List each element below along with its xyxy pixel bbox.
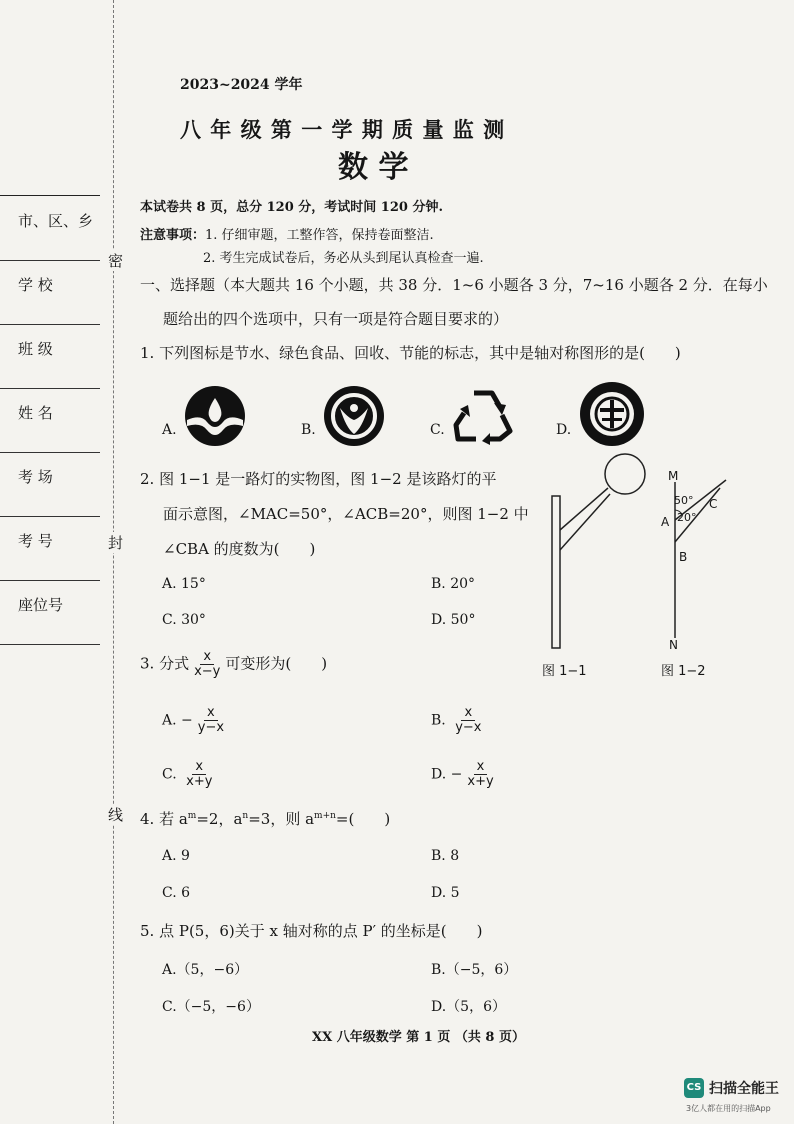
field-exam-room xyxy=(0,452,100,517)
field-name-label: 姓 名 xyxy=(18,404,53,422)
notes-label: 注意事项： xyxy=(140,228,206,243)
q4-text-a: 4. 若 a xyxy=(140,810,188,828)
q1-option-a-label: A. xyxy=(162,422,177,438)
figure-1-1-caption: 图 1−1 xyxy=(542,664,587,679)
field-name xyxy=(0,388,100,453)
recycle-icon xyxy=(452,385,514,445)
q2-line2: 面示意图，∠MAC=50°，∠ACB=20°，则图 1−2 中 xyxy=(163,505,529,523)
q3-option-d-sign: − xyxy=(450,766,463,783)
figure-lamp-schematic xyxy=(652,466,738,652)
q3-stem xyxy=(140,650,327,679)
field-school xyxy=(0,260,100,325)
q3-option-a-label: A. xyxy=(162,712,177,729)
seal-char-feng: 封 xyxy=(108,534,124,552)
seal-char-mi: 密 xyxy=(108,252,124,270)
q3-option-b-numerator: x xyxy=(461,706,475,721)
point-n-label: N xyxy=(669,638,678,652)
point-a-label: A xyxy=(661,515,670,529)
q3-stem-numerator: x xyxy=(200,650,214,665)
note-1: 1. 仔细审题，工整作答，保持卷面整洁. xyxy=(205,228,434,243)
section1-heading-line2: 题给出的四个选项中，只有一项是符合题目要求的） xyxy=(163,310,509,328)
q3-suffix: 可变形为( ) xyxy=(225,654,328,673)
q1-option-c-label: C. xyxy=(430,422,445,438)
point-b-label: B xyxy=(679,550,688,564)
q3-option-b-denominator: y−x xyxy=(455,720,482,735)
q4-sup-n: n xyxy=(242,811,249,821)
field-school-label: 学 校 xyxy=(18,276,53,294)
angle-20-label: 20° xyxy=(677,511,697,524)
q3-option-a-fraction xyxy=(195,706,227,735)
q4-option-a: A. 9 xyxy=(162,848,190,864)
figure-1-2-caption: 图 1−2 xyxy=(661,664,706,679)
q2-line1: 2. 图 1−1 是一路灯的实物图，图 1−2 是该路灯的平 xyxy=(140,470,497,488)
q2-option-c: C. 30° xyxy=(162,612,206,628)
q4-text-c: =3，则 a xyxy=(248,810,315,828)
q3-option-d-fraction xyxy=(464,760,496,789)
figure-street-lamp xyxy=(540,450,650,650)
q3-option-d-denominator: x+y xyxy=(467,774,494,789)
q5-option-c: C.（−5，−6） xyxy=(162,999,260,1015)
student-info-table xyxy=(0,195,100,646)
field-seat-label: 座位号 xyxy=(18,596,64,614)
q1-option-d-label: D. xyxy=(556,422,572,438)
field-class-label: 班 级 xyxy=(18,340,53,358)
exam-title: 八 年 级 第 一 学 期 质 量 监 测 xyxy=(180,117,506,142)
subject-title: 数 学 xyxy=(338,150,409,185)
school-year: 2023~2024 学年 xyxy=(180,77,303,93)
seal-char-xian: 线 xyxy=(108,806,124,824)
green-food-icon xyxy=(322,384,386,448)
q4-sup-m: m xyxy=(187,811,197,821)
field-exam-number xyxy=(0,516,100,581)
q1-text: 1. 下列图标是节水、绿色食品、回收、节能的标志，其中是轴对称图形的是( ) xyxy=(140,344,681,362)
q3-option-d xyxy=(431,760,499,789)
water-saving-icon xyxy=(183,384,247,448)
angle-50-label: 50° xyxy=(674,494,694,507)
notes-line1 xyxy=(140,224,434,243)
q4-text xyxy=(140,808,390,829)
q3-option-b xyxy=(431,706,486,735)
q3-option-c-denominator: x+y xyxy=(186,774,213,789)
q2-line3: ∠CBA 的度数为( ) xyxy=(163,540,316,558)
field-seat xyxy=(0,580,100,645)
q5-text: 5. 点 P(5，6)关于 x 轴对称的点 P′ 的坐标是( ) xyxy=(140,922,483,940)
q4-option-c: C. 6 xyxy=(162,885,191,901)
q4-text-b: =2，a xyxy=(196,810,243,828)
q2-option-a: A. 15° xyxy=(162,576,206,592)
field-exam-room-label: 考 场 xyxy=(18,468,53,486)
q3-option-b-label: B. xyxy=(431,712,446,729)
watermark-tagline: 3亿人都在用的扫描App xyxy=(686,1104,771,1113)
note-2: 2. 考生完成试卷后，务必从头到尾认真检查一遍. xyxy=(203,251,484,266)
q3-option-d-numerator: x xyxy=(474,760,488,775)
point-m-label: M xyxy=(668,469,679,483)
page-footer: XX 八年级数学 第 1 页 （共 8 页） xyxy=(312,1030,525,1045)
watermark-brand: 扫描全能王 xyxy=(709,1081,779,1097)
q2-option-b: B. 20° xyxy=(431,576,476,592)
q1-option-b-label: B. xyxy=(301,422,316,438)
q4-option-b: B. 8 xyxy=(431,848,460,864)
q4-sup-mn: m+n xyxy=(314,811,336,821)
point-c-label: C xyxy=(709,497,718,511)
q3-option-a xyxy=(162,706,229,735)
energy-saving-icon xyxy=(578,380,646,448)
field-region xyxy=(0,196,100,261)
q4-text-d: =( ) xyxy=(335,810,391,828)
q3-option-a-denominator: y−x xyxy=(197,720,225,735)
q3-stem-fraction xyxy=(191,650,223,679)
q2-option-d: D. 50° xyxy=(431,612,476,628)
q3-option-c-label: C. xyxy=(162,766,177,783)
q5-option-b: B.（−5，6） xyxy=(431,962,518,978)
q3-option-b-fraction xyxy=(452,706,484,735)
field-class xyxy=(0,324,100,389)
q3-option-c-numerator: x xyxy=(192,760,206,775)
camscanner-logo-icon: CS xyxy=(684,1078,704,1098)
q3-option-d-label: D. xyxy=(431,766,447,783)
field-region-label: 市、区、乡 xyxy=(18,212,94,230)
q5-option-a: A.（5，−6） xyxy=(162,962,249,978)
q3-option-a-sign: − xyxy=(181,712,193,729)
q3-option-c xyxy=(162,760,217,789)
section1-heading-line1: 一、选择题（本大题共 16 个小题，共 38 分．1~6 小题各 3 分，7~16 小题各 2 分．在每小 xyxy=(140,276,768,294)
q4-option-d: D. 5 xyxy=(431,885,460,901)
field-exam-number-label: 考 号 xyxy=(18,532,53,550)
q3-option-a-numerator: x xyxy=(204,706,218,721)
exam-info: 本试卷共 8 页，总分 120 分，考试时间 120 分钟. xyxy=(140,200,443,215)
q3-option-c-fraction xyxy=(183,760,215,789)
q3-prefix: 3. 分式 xyxy=(140,654,190,673)
seal-line xyxy=(113,0,114,1124)
q3-stem-denominator: x−y xyxy=(194,664,221,679)
q5-option-d: D.（5，6） xyxy=(431,999,506,1015)
